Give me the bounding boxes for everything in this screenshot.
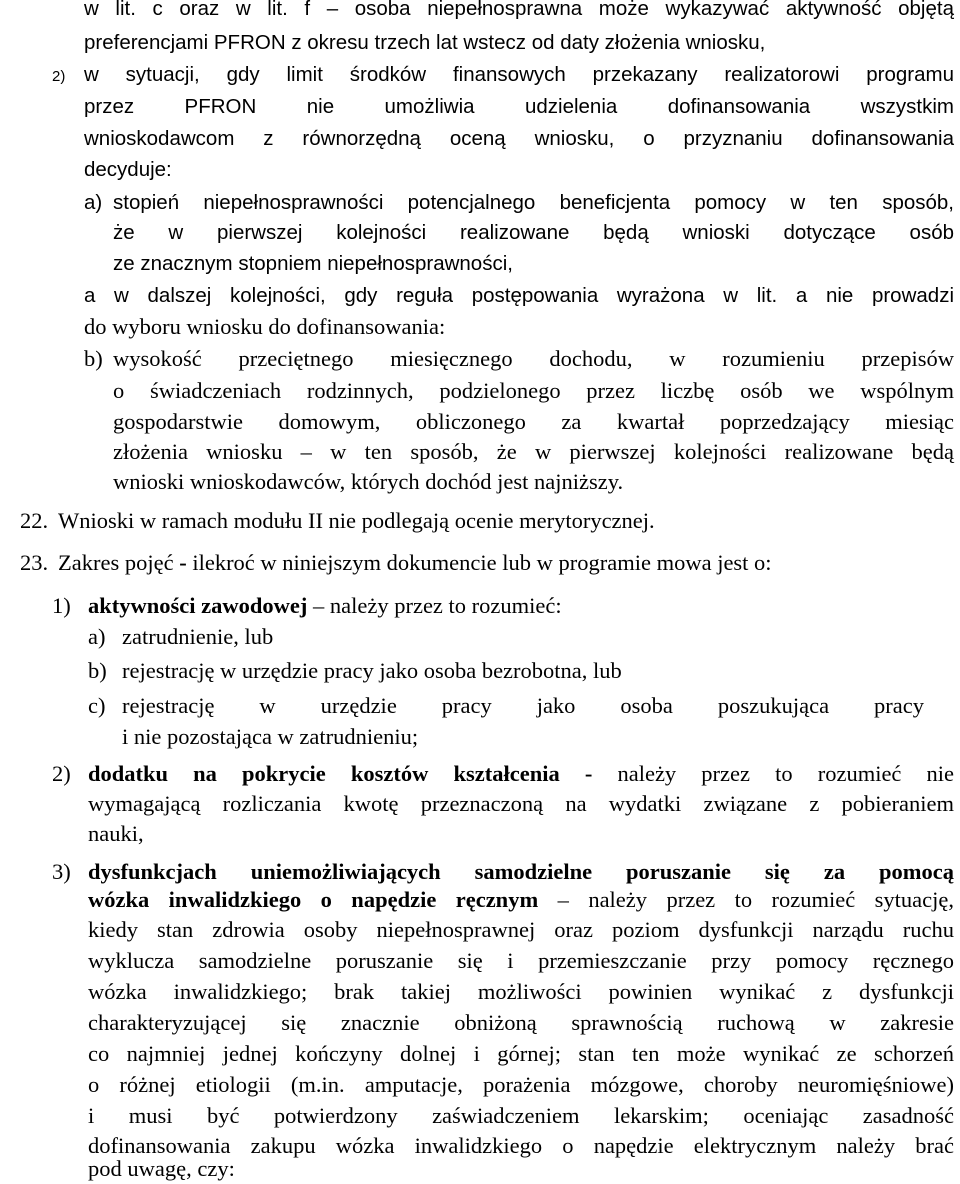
- def-3-line-1: dysfunkcjach uniemożliwiających samodzielne poruszanie się za pomocą: [88, 859, 954, 884]
- def-2-line-2: wymagającą rozliczania kwotę przeznaczoną na wydatki związane z pobieraniem: [88, 791, 954, 816]
- section-22-text: Wnioski w ramach modułu II nie podlegają ocenie merytorycznej.: [58, 508, 655, 533]
- def-3-line-11: pod uwagę, czy:: [88, 1156, 235, 1181]
- def-3-line-8: o różnej etiologii (m.in. amputacje, porażenia mózgowe, choroby neuromięśniowe): [88, 1072, 954, 1097]
- sub-a-line-2: że w pierwszej kolejności realizowane będą wnioski dotyczące osób: [113, 221, 954, 244]
- def-3-line-6: charakteryzującej się znacznie obniżoną sprawnością ruchową w zakresie: [88, 1010, 954, 1035]
- section-23-number-text: 23.: [20, 550, 49, 575]
- def-3-line-10: dofinansowania zakupu wózka inwalidzkiego o napędzie elektrycznym należy brać: [88, 1133, 954, 1158]
- section-22-number: 22.: [20, 508, 49, 533]
- paragraph-1-line-2: preferencjami PFRON z okresu trzech lat wstecz od daty złożenia wniosku,: [84, 31, 766, 54]
- item-2-marker: 2): [52, 68, 66, 85]
- sub-b-marker: b): [84, 346, 103, 371]
- def-1-term: aktywności zawodowej: [88, 593, 308, 618]
- def-1-c-text: rejestrację w urzędzie pracy jako osoba poszukująca pracy: [122, 693, 924, 718]
- sub-b-line-4: złożenia wniosku – w ten sposób, że w pierwszej kolejności realizowane będą: [113, 439, 954, 464]
- sub-b-line-3: gospodarstwie domowym, obliczonego za kwartał poprzedzający miesiąc: [113, 409, 954, 434]
- def-2-line-3: nauki,: [88, 821, 144, 846]
- sub-b-line-5: wnioski wnioskodawców, których dochód jest najniższy.: [113, 469, 624, 494]
- def-1-b-marker: b): [88, 658, 107, 683]
- sub-a-line-3: ze znacznym stopniem niepełnosprawności,: [113, 252, 513, 275]
- paragraph-1-line-1: w lit. c oraz w lit. f – osoba niepełnosprawna może wykazywać aktywność objętą: [84, 0, 954, 20]
- section-23-text: [58, 548, 772, 578]
- def-1-b-text: rejestrację w urzędzie pracy jako osoba bezrobotna, lub: [122, 658, 622, 683]
- def-3-line-4: wyklucza samodzielne poruszanie się i przemieszczanie przy pomocy ręcznego: [88, 948, 954, 973]
- item-2-line-1: w sytuacji, gdy limit środków finansowych przekazany realizatorowi programu: [84, 63, 954, 86]
- sub-a-marker: a): [84, 191, 103, 214]
- def-3-term-cont: wózka inwalidzkiego o napędzie ręcznym: [88, 887, 539, 912]
- def-3-rest: – należy przez to rozumieć sytuację,: [557, 887, 955, 912]
- section-23-number: [20, 548, 48, 578]
- def-3-line-2: [88, 885, 954, 915]
- def-3-line-3: kiedy stan zdrowia osoby niepełnosprawnej oraz poziom dysfunkcji narządu ruchu: [88, 917, 954, 942]
- sub-a-line-4: a w dalszej kolejności, gdy reguła postępowania wyrażona w lit. a nie prowadzi: [84, 284, 954, 307]
- item-2-line-2: przez PFRON nie umożliwia udzielenia dofinansowania wszystkim: [84, 95, 954, 118]
- item-2-line-4: decyduje:: [84, 158, 172, 181]
- def-1-c-cont: i nie pozostająca w zatrudnieniu;: [122, 724, 419, 749]
- sub-a-line-1: stopień niepełnosprawności potencjalnego beneficjenta pomocy w ten sposób,: [113, 191, 954, 214]
- def-3-marker: 3): [52, 859, 71, 884]
- def-1-rest: – należy przez to rozumieć:: [313, 593, 562, 618]
- def-2-line-1: [88, 759, 954, 789]
- def-1-c-marker: c): [88, 693, 106, 718]
- def-1-a-marker: a): [88, 624, 106, 649]
- section-23-plain: Zakres pojęć: [58, 550, 174, 575]
- section-23-rest: ilekroć w niniejszym dokumencie lub w programie mowa jest o:: [192, 550, 772, 575]
- def-1-marker: 1): [52, 593, 71, 618]
- def-2-term: dodatku na pokrycie kosztów kształcenia -: [88, 761, 593, 786]
- def-3-line-9: i musi być potwierdzony zaświadczeniem lekarskim; oceniając zasadność: [88, 1103, 954, 1128]
- item-2-line-3: wnioskodawcom z równorzędną oceną wniosku, o przyznaniu dofinansowania: [84, 127, 954, 150]
- sub-b-line-1: wysokość przeciętnego miesięcznego dochodu, w rozumieniu przepisów: [113, 346, 954, 371]
- sub-b-line-2: o świadczeniach rodzinnych, podzielonego przez liczbę osób we wspólnym: [113, 378, 954, 403]
- def-1-a-text: zatrudnienie, lub: [122, 624, 274, 649]
- def-3-line-7: co najmniej jednej kończyny dolnej i górnej; stan ten może wynikać ze schorzeń: [88, 1041, 954, 1066]
- def-2-marker: 2): [52, 761, 71, 786]
- def-2-rest: należy przez to rozumieć nie: [617, 761, 955, 786]
- sub-a-line-5: do wyboru wniosku do dofinansowania:: [84, 314, 446, 339]
- def-3-line-5: wózka inwalidzkiego; brak takiej możliwości powinien wynikać z dysfunkcji: [88, 979, 954, 1004]
- def-1-line: [88, 591, 562, 621]
- section-23-dash: -: [173, 550, 193, 575]
